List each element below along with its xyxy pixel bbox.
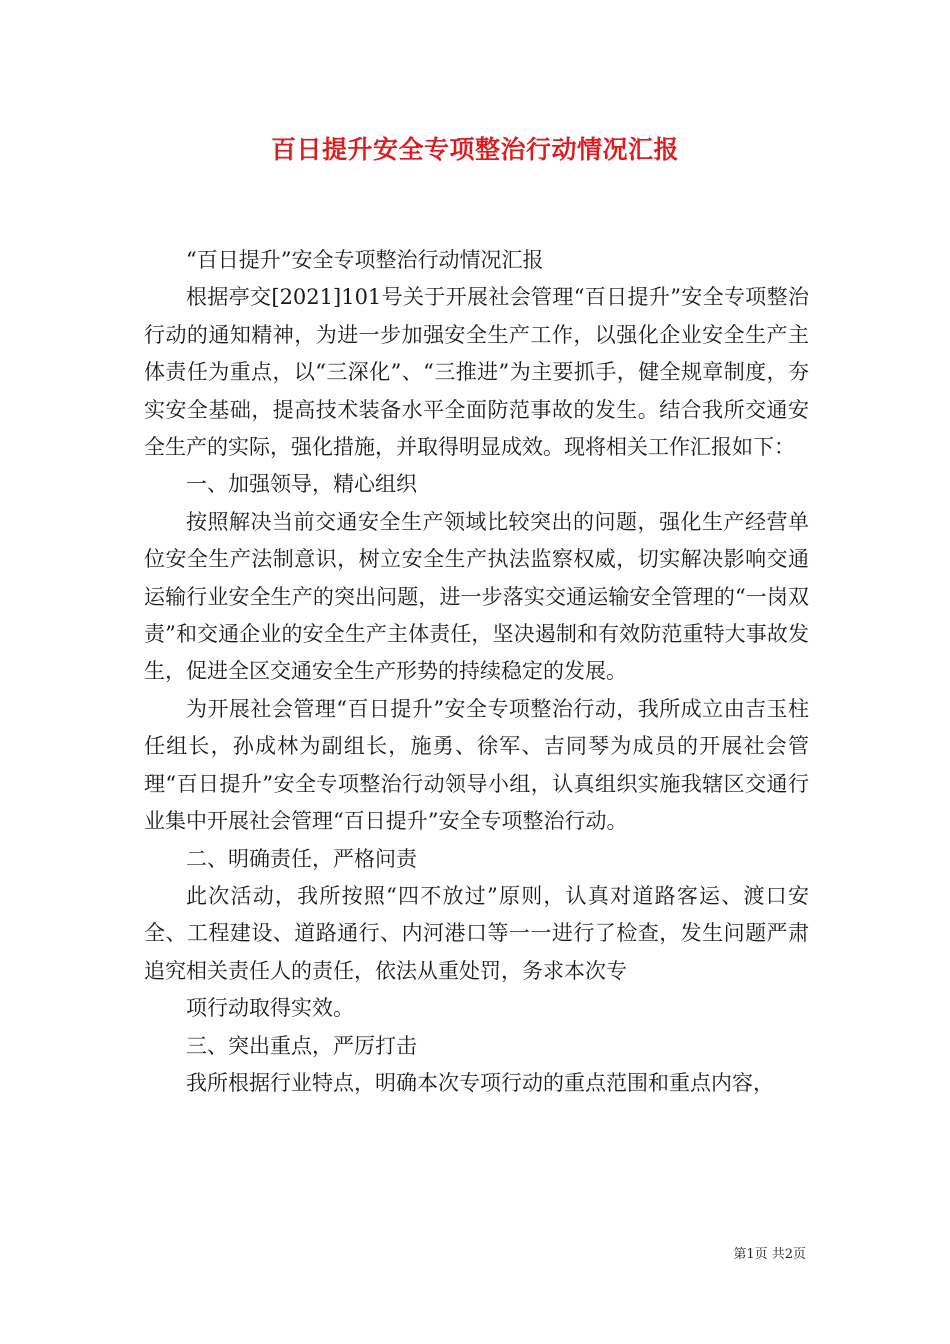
document-title: 百日提升安全专项整治行动情况汇报 xyxy=(270,135,679,164)
paragraph-subtitle: “百日提升”安全专项整治行动情况汇报 xyxy=(186,248,544,272)
section-heading-2: 二、明确责任，严格问责 xyxy=(186,846,417,871)
paragraph-section-3a: 我所根据行业特点，明确本次专项行动的重点范围和重点内容， xyxy=(186,1070,774,1095)
section-heading-3: 三、突出重点，严厉打击 xyxy=(186,1033,417,1058)
paragraph-section-2a: 此次活动，我所按照“四不放过”原则，认真对道路客运、渡口安全、工程建设、道路通行、内河港口等一一进行了检查，发生问题严肃追究相关责任人的责任，依法从重处罚，务求本次专 xyxy=(144,883,809,983)
section-heading-1: 一、加强领导，精心组织 xyxy=(186,472,417,497)
paragraph-section-2b: 项行动取得实效。 xyxy=(186,996,354,1021)
document-body xyxy=(144,242,809,1102)
paragraph-section-1b: 为开展社会管理“百日提升”安全专项整治行动，我所成立由吉玉柱任组长，孙成林为副组长，施勇、徐军、吉同琴为成员的开展社会管理“百日提升”安全专项整治行动领导小组，认真组织实施我辖区交通行业集中开展社会管理“百日提升”安全专项整治行动。 xyxy=(144,696,809,834)
page-number: 第1页 共2页 xyxy=(733,1247,806,1262)
paragraph-intro: 根据亭交[2021]101号关于开展社会管理“百日提升”安全专项整治行动的通知精神，为进一步加强安全生产工作，以强化企业安全生产主体责任为重点，以“三深化”、“三推进”为主要抓手，健全规章制度，夯实安全基础，提高技术装备水平全面防范事故的发生。结合我所交通安全生产的实际，强化措施，并取得明显成效。现将相关工作汇报如下： xyxy=(144,285,809,460)
paragraph-section-1a: 按照解决当前交通安全生产领域比较突出的问题，强化生产经营单位安全生产法制意识，树立安全生产执法监察权威，切实解决影响交通运输行业安全生产的突出问题，进一步落实交通运输安全管理的“一岗双责”和交通企业的安全生产主体责任，坚决遏制和有效防范重特大事故发生，促进全区交通安全生产形势的持续稳定的发展。 xyxy=(144,509,809,684)
